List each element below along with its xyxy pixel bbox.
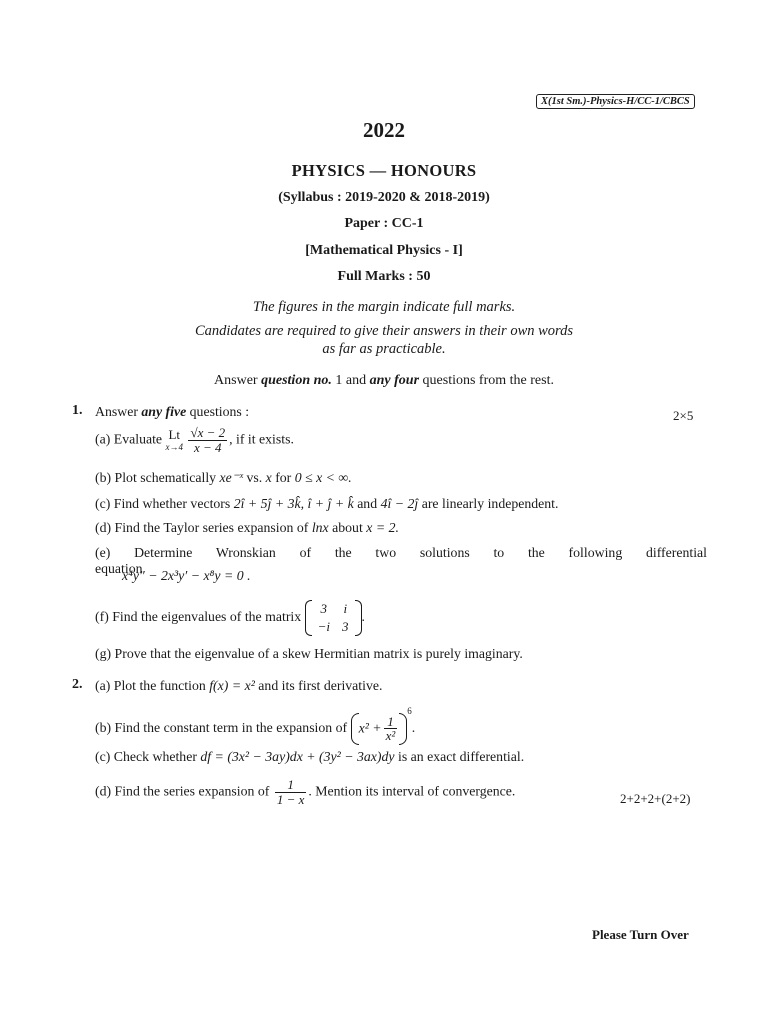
q2b-numerator: 1 bbox=[384, 715, 398, 730]
course-title: [Mathematical Physics - I] bbox=[305, 243, 463, 258]
q1d-text: Find the Taylor series expansion of bbox=[114, 520, 309, 535]
matrix-cell-21: −i bbox=[317, 619, 330, 634]
q1-heading-suffix: questions : bbox=[186, 404, 250, 419]
q1c-vector-3: 4î − 2ĵ bbox=[380, 496, 419, 511]
q2c-text: Check whether bbox=[113, 749, 197, 764]
paper-line: Paper : CC-1 bbox=[344, 216, 424, 231]
note-line-1: The figures in the margin indicate full marks. bbox=[252, 299, 516, 315]
q1b bbox=[95, 470, 352, 486]
q2b-paren bbox=[351, 715, 408, 743]
q1c-label: (c) bbox=[95, 496, 111, 511]
q1f-label: (f) bbox=[95, 609, 109, 625]
q2b-denominator: x² bbox=[385, 728, 396, 744]
q1b-mid: vs. bbox=[246, 470, 263, 485]
q1-number: 1. bbox=[72, 403, 83, 418]
q1f-tail: . bbox=[361, 609, 365, 625]
q1a bbox=[95, 426, 294, 454]
full-marks: Full Marks : 50 bbox=[337, 269, 431, 284]
q1b-expr: xe⁻ˣ bbox=[219, 470, 243, 485]
q2d-text: Find the series expansion of bbox=[114, 783, 270, 799]
q1d-label: (d) bbox=[95, 520, 112, 535]
q2c-expr: df = (3x² − 3ay)dx + (3y² − 3ax)dy bbox=[200, 749, 395, 764]
q1e-equation: x⁴y″ − 2x³y′ − x⁸y = 0 . bbox=[122, 568, 251, 583]
q1e-text: Determine Wronskian of the two solutions to the following differential equation bbox=[95, 545, 708, 576]
q1a-label: (a) bbox=[95, 431, 111, 447]
q1d bbox=[95, 520, 399, 536]
instruction-suffix: questions from the rest. bbox=[419, 373, 554, 388]
q1g-label: (g) bbox=[95, 646, 112, 661]
q1d-point: x = 2. bbox=[366, 520, 399, 535]
q2b-text: Find the constant term in the expansion of bbox=[114, 720, 348, 735]
q2-marks: 2+2+2+(2+2) bbox=[620, 791, 691, 806]
q2-number: 2. bbox=[72, 677, 83, 692]
instruction-bold-1: question no. bbox=[261, 373, 332, 388]
instruction-bold-2: any four bbox=[369, 373, 420, 388]
q2d-tail: . Mention its interval of convergence. bbox=[308, 783, 516, 799]
q2b-base: x² + bbox=[358, 720, 382, 735]
please-turn-over: Please Turn Over bbox=[592, 927, 689, 942]
q1b-label: (b) bbox=[95, 470, 112, 485]
q1e-label: (e) bbox=[95, 545, 111, 560]
q2d-label: (d) bbox=[95, 783, 112, 799]
matrix-cell-12: i bbox=[343, 601, 348, 616]
q2b-label: (b) bbox=[95, 720, 112, 735]
q1d-about: about bbox=[332, 520, 363, 535]
q1-heading-prefix: Answer bbox=[95, 404, 142, 419]
syllabus-line: (Syllabus : 2019-2020 & 2018-2019) bbox=[278, 190, 490, 205]
q1d-expr: lnx bbox=[311, 520, 329, 535]
q2b-power: 6 bbox=[407, 706, 412, 716]
q2a-tail: and its first derivative. bbox=[258, 678, 383, 693]
q1c-text: Find whether vectors bbox=[113, 496, 231, 511]
exam-year: 2022 bbox=[363, 118, 405, 142]
q2a-expr: f(x) = x² bbox=[209, 678, 255, 693]
q1-marks: 2×5 bbox=[673, 408, 694, 423]
q1b-for: for bbox=[275, 470, 292, 485]
q2b bbox=[95, 706, 415, 743]
eigen-matrix bbox=[305, 600, 362, 636]
q2a-label: (a) bbox=[95, 678, 111, 693]
subject-title: PHYSICS — HONOURS bbox=[291, 161, 477, 180]
q1a-tail: , if it exists. bbox=[229, 431, 294, 447]
matrix-cell-22: 3 bbox=[342, 619, 349, 634]
limit-sub: x→4 bbox=[165, 442, 183, 453]
matrix-cell-11: 3 bbox=[320, 601, 328, 616]
q2d-fraction bbox=[275, 778, 307, 806]
q2d-denominator: 1 − x bbox=[276, 791, 305, 807]
q2a bbox=[95, 678, 382, 694]
instruction-middle: 1 and bbox=[331, 373, 370, 388]
q1a-numerator: √x − 2 bbox=[190, 425, 226, 440]
note-line-3: as far as practicable. bbox=[322, 341, 446, 357]
q1a-fraction bbox=[188, 426, 227, 454]
q2c bbox=[95, 749, 524, 765]
q2c-tail: is an exact differential. bbox=[397, 749, 525, 764]
q1-heading bbox=[95, 404, 249, 420]
q1a-denominator: x − 4 bbox=[194, 439, 222, 455]
q2b-fraction bbox=[384, 715, 398, 743]
q1c bbox=[95, 496, 558, 512]
note-line-2: Candidates are required to give their answers in their own words bbox=[194, 323, 574, 339]
q1c-and: and bbox=[357, 496, 378, 511]
limit-label: Lt bbox=[168, 427, 181, 443]
q1g-text: Prove that the eigenvalue of a skew Hermitian matrix is purely imaginary. bbox=[114, 646, 523, 661]
q1f-text: Find the eigenvalues of the matrix bbox=[112, 609, 302, 625]
q1a-text: Evaluate bbox=[113, 431, 163, 447]
instruction bbox=[0, 373, 768, 389]
q1f bbox=[95, 600, 365, 636]
q1g bbox=[95, 646, 523, 662]
q2c-label: (c) bbox=[95, 749, 111, 764]
q1b-text: Plot schematically bbox=[114, 470, 217, 485]
q1b-var: x bbox=[265, 470, 272, 485]
q1b-range: 0 ≤ x < ∞. bbox=[294, 470, 352, 485]
q1-heading-bold: any five bbox=[141, 404, 187, 419]
instruction-prefix: Answer bbox=[214, 373, 262, 388]
q2d bbox=[95, 778, 515, 806]
limit bbox=[166, 428, 184, 452]
q2a-text: Plot the function bbox=[113, 678, 206, 693]
q2b-tail: . bbox=[411, 720, 416, 735]
paper-code: X(1st Sm.)-Physics-H/CC-1/CBCS bbox=[536, 94, 695, 109]
q1c-vectors: 2î + 5ĵ + 3k̂, î + ĵ + k̂ bbox=[233, 496, 354, 511]
q1c-tail: are linearly independent. bbox=[421, 496, 559, 511]
q2d-numerator: 1 bbox=[275, 778, 307, 793]
